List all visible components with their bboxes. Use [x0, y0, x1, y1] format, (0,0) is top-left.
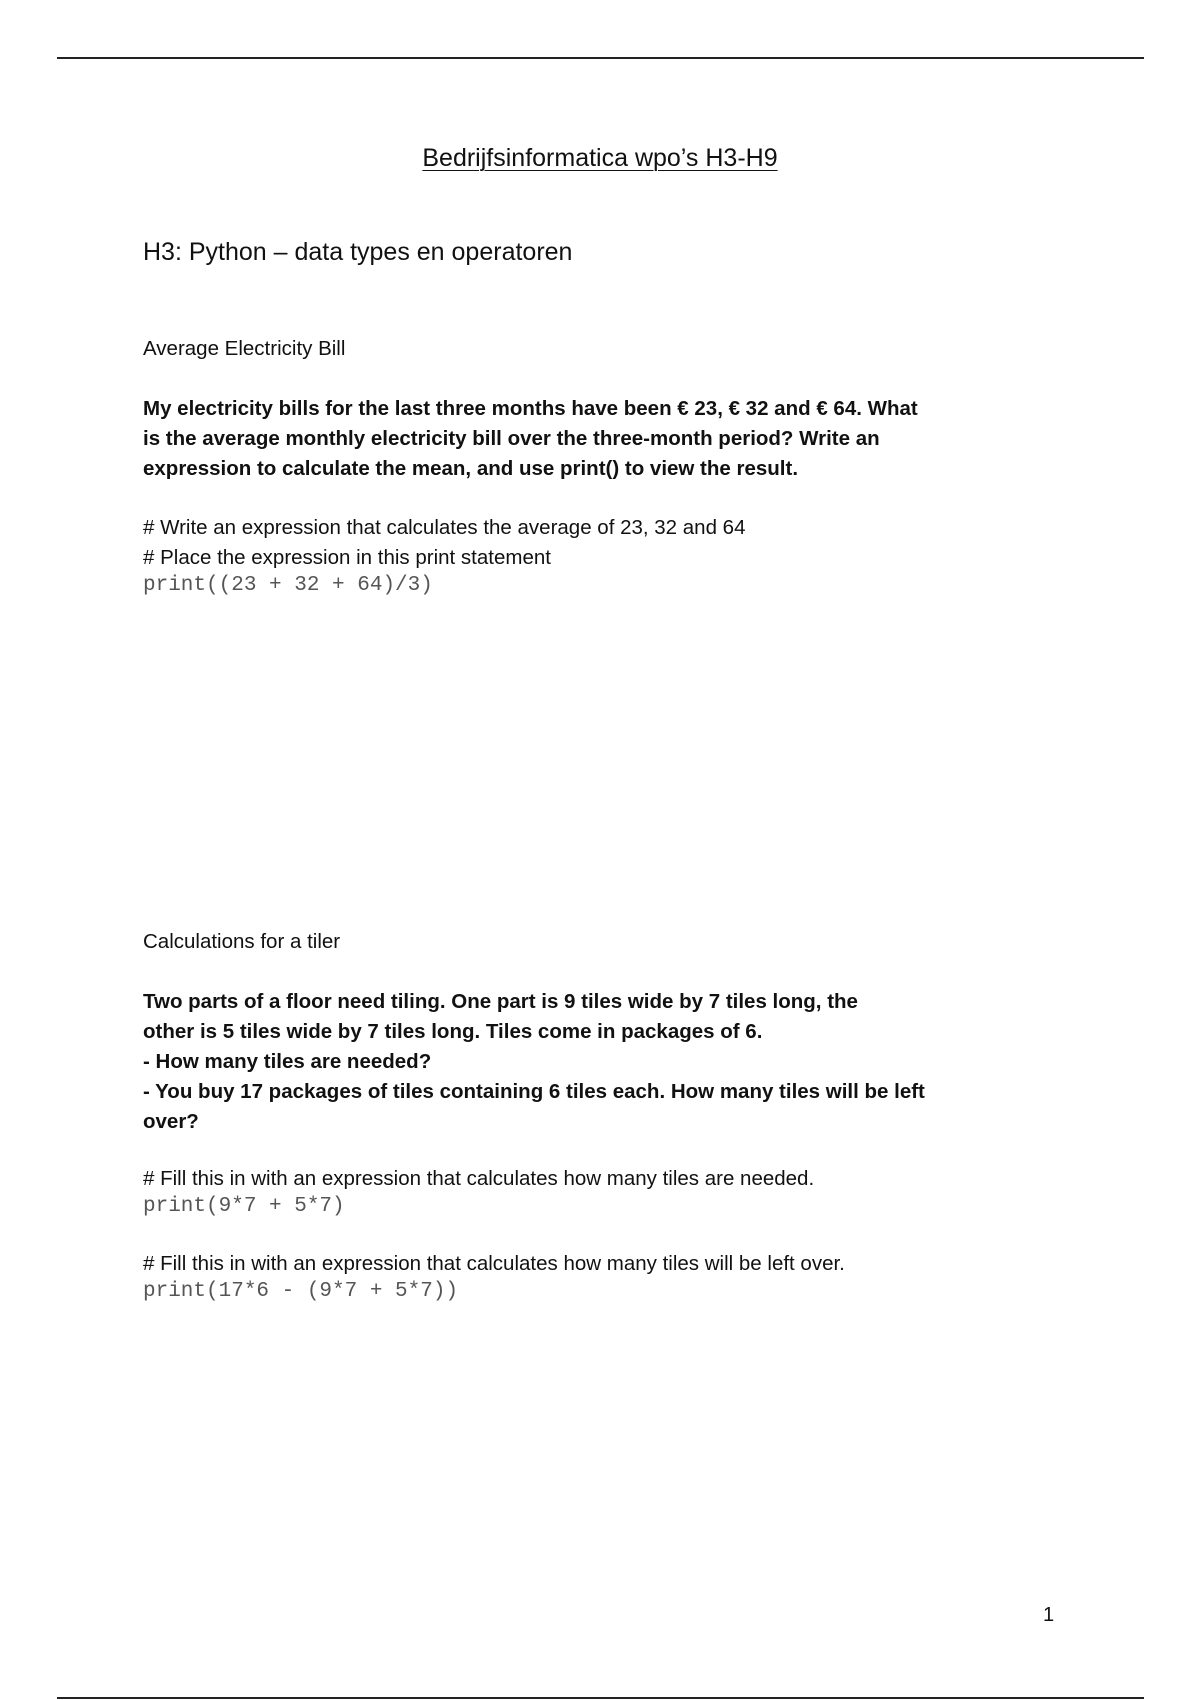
page-number: 1 [1043, 1604, 1055, 1626]
chapter-heading: H3: Python – data types en operatoren [143, 238, 573, 266]
exercise-title: Average Electricity Bill [143, 337, 346, 360]
exercise-code-block [143, 1249, 1003, 1305]
header-rule [57, 57, 1144, 59]
problem-line: - You buy 17 packages of tiles containing 6 tiles each. How many tiles will be left [143, 1080, 925, 1103]
code-line: print((23 + 32 + 64)/3) [143, 574, 433, 597]
exercise-code-block [143, 1164, 1003, 1220]
problem-line: over? [143, 1110, 199, 1133]
code-comment: # Fill this in with an expression that calculates how many tiles will be left over. [143, 1252, 845, 1275]
exercise-title: Calculations for a tiler [143, 930, 341, 953]
code-comment: # Write an expression that calculates the average of 23, 32 and 64 [143, 516, 746, 539]
problem-line: - How many tiles are needed? [143, 1050, 432, 1073]
code-line: print(9*7 + 5*7) [143, 1195, 345, 1218]
exercise-calculations-for-a-tiler [143, 930, 1003, 954]
code-comment: # Place the expression in this print statement [143, 546, 551, 569]
exercise-problem [143, 394, 1003, 484]
problem-line: Two parts of a floor need tiling. One part is 9 tiles wide by 7 tiles long, the [143, 990, 858, 1013]
code-comment: # Fill this in with an expression that calculates how many tiles are needed. [143, 1167, 815, 1190]
exercise-problem [143, 987, 1003, 1137]
exercise-code-block [143, 513, 1003, 599]
problem-line: is the average monthly electricity bill over the three-month period? Write an [143, 427, 880, 450]
code-line: print(17*6 - (9*7 + 5*7)) [143, 1280, 459, 1303]
problem-line: My electricity bills for the last three months have been € 23, € 32 and € 64. What [143, 397, 918, 420]
problem-line: expression to calculate the mean, and use print() to view the result. [143, 457, 799, 480]
problem-line: other is 5 tiles wide by 7 tiles long. Tiles come in packages of 6. [143, 1020, 763, 1043]
document-title: Bedrijfsinformatica wpo’s H3-H9 [422, 144, 778, 172]
exercise-average-electricity-bill [143, 337, 1003, 361]
footer-rule [57, 1697, 1144, 1699]
